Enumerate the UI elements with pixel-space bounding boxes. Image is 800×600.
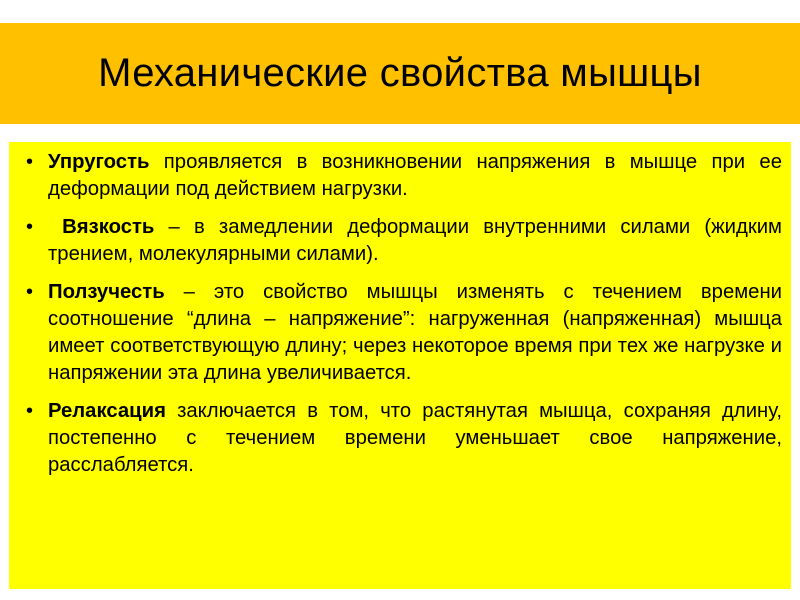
bullet-list <box>26 149 782 479</box>
term-description: проявляется в возникновении напряжения в мышце при ее деформации под действием нагрузки. <box>48 151 782 200</box>
slide-title: Механические свойства мышцы <box>98 51 702 95</box>
term-description: – в замедлении деформации внутренними силами (жидким трением, молекулярными силами). <box>48 216 782 265</box>
bullet-icon: • <box>26 400 34 422</box>
list-item-elasticity <box>26 149 782 203</box>
list-item-relaxation <box>26 398 782 479</box>
term-label: Вязкость <box>48 216 155 238</box>
term-description: – это свойство мышцы изменять с течением времени соотношение “длина – напряжение”: нагруженная (напряженная) мышца имеет соответствующую длину; через некоторое время при тех же нагрузке и напряжении эта длина увеличивается. <box>48 281 782 384</box>
content-panel <box>9 142 791 589</box>
term-label: Релаксация <box>48 400 166 422</box>
term-description: заключается в том, что растянутая мышца, сохраняя длину, постепенно с течением времени уменьшает свое напряжение, расслабляется. <box>48 400 782 476</box>
term-label: Ползучесть <box>48 281 165 303</box>
bullet-icon: • <box>26 216 34 238</box>
list-item-viscosity <box>26 214 782 268</box>
bullet-icon: • <box>26 281 34 303</box>
list-item-creep <box>26 279 782 387</box>
bullet-icon: • <box>26 151 34 173</box>
title-banner <box>0 23 800 124</box>
term-label: Упругость <box>48 151 150 173</box>
